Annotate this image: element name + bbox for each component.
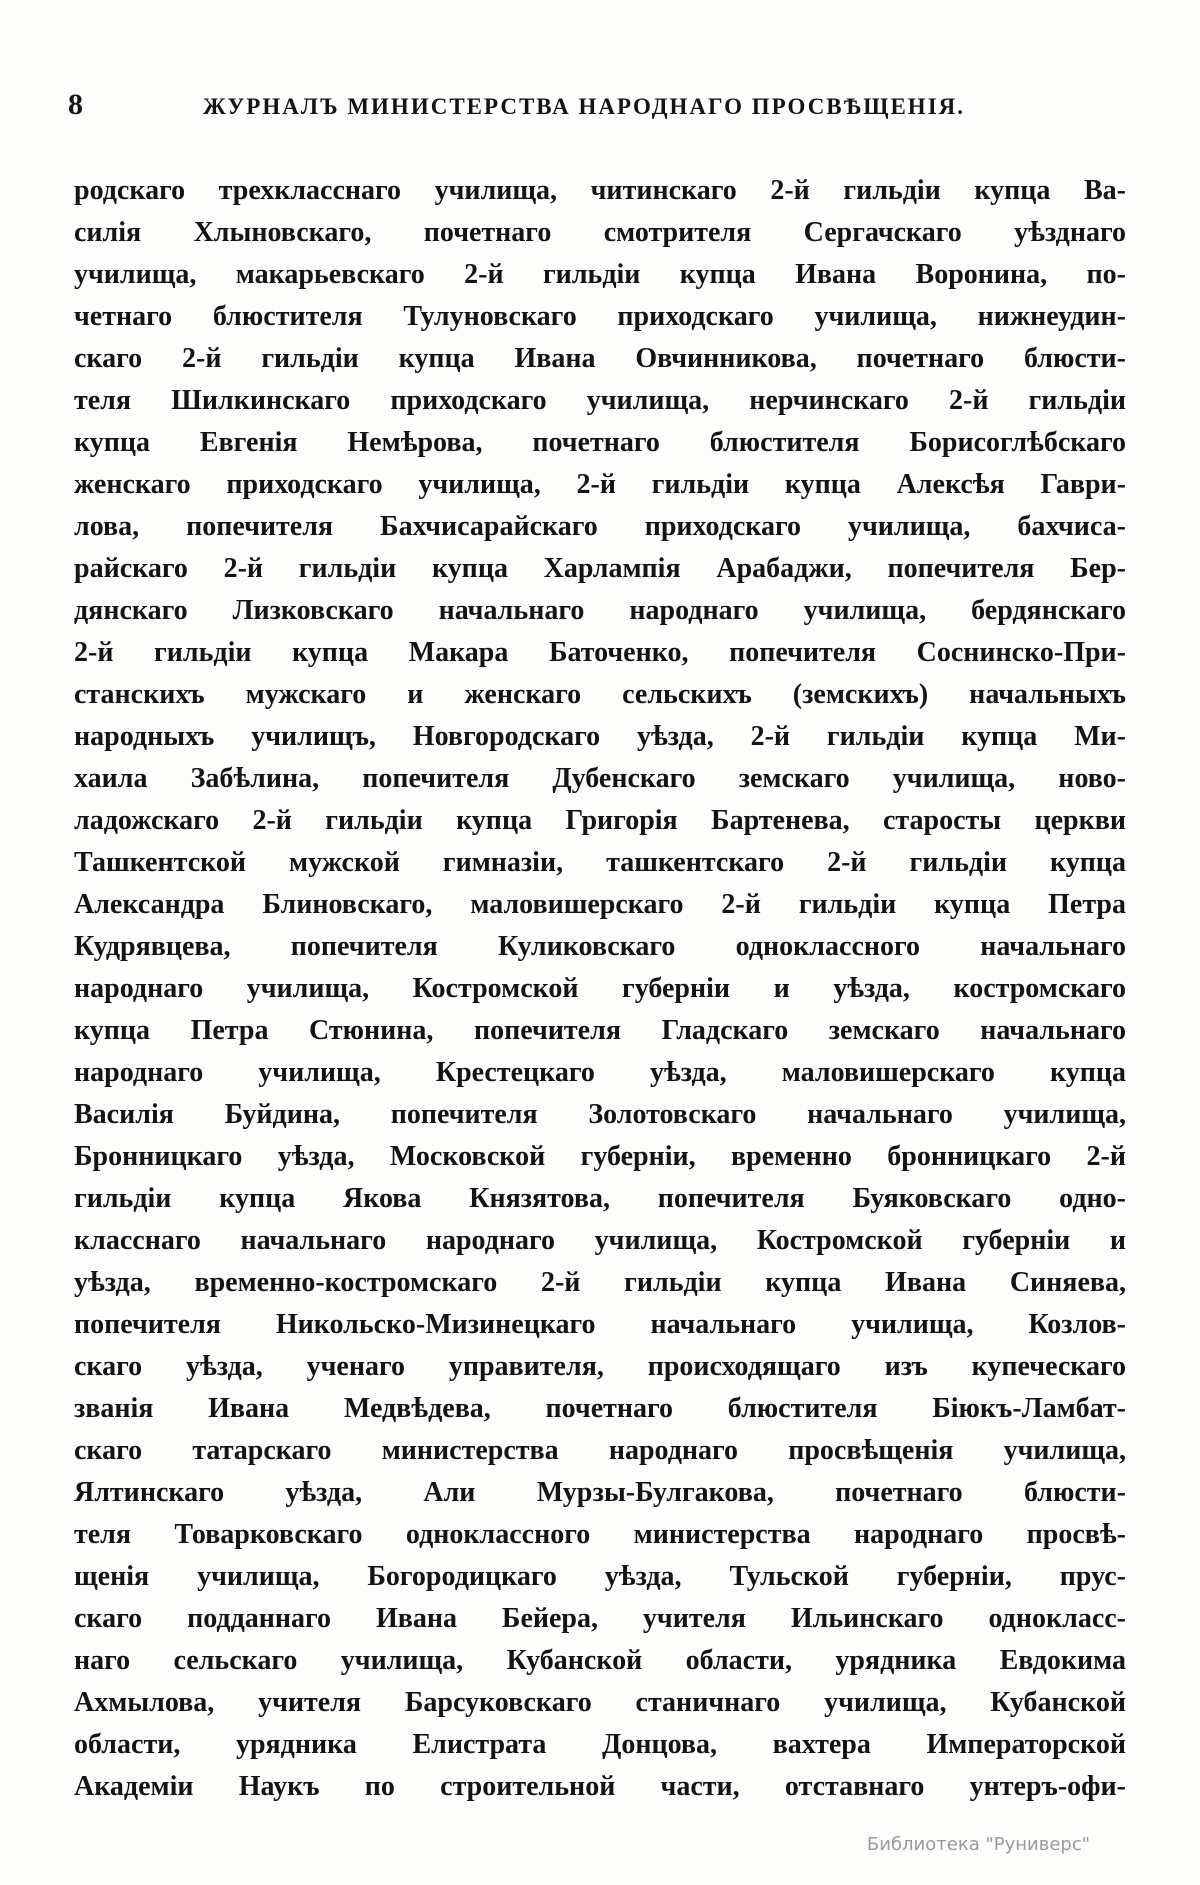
text-line: Александра Блиновскаго, маловишерскаго 2-й гильдіи купца Петра [74, 889, 1126, 920]
text-line: 2-й гильдіи купца Макара Баточенко, попечителя Соснинско-При- [74, 637, 1126, 668]
page-header [68, 88, 1128, 128]
text-line: женскаго приходскаго училища, 2-й гильдіи купца Алексѣя Гаври- [74, 469, 1126, 500]
text-line: скаго татарскаго министерства народнаго просвѣщенія училища, [74, 1435, 1126, 1466]
text-line: уѣзда, временно-костромскаго 2-й гильдіи купца Ивана Синяева, [74, 1267, 1126, 1298]
body-text [74, 170, 1126, 1808]
text-line: купца Петра Стюнина, попечителя Гладскаго земскаго начальнаго [74, 1015, 1126, 1046]
text-line: Академіи Наукъ по строительной части, отставнаго унтеръ-офи- [74, 1771, 1126, 1802]
text-line: попечителя Никольско-Мизинецкаго начальнаго училища, Козлов- [74, 1309, 1126, 1340]
text-line: класснаго начальнаго народнаго училища, Костромской губерніи и [74, 1225, 1126, 1256]
text-line: народнаго училища, Крестецкаго уѣзда, маловишерскаго купца [74, 1057, 1126, 1088]
text-line: лова, попечителя Бахчисарайскаго приходскаго училища, бахчиса- [74, 511, 1126, 542]
text-line: купца Евгенія Немѣрова, почетнаго блюстителя Борисоглѣбскаго [74, 427, 1126, 458]
text-line: теля Товарковскаго одноклассного министерства народнаго просвѣ- [74, 1519, 1126, 1550]
text-line: хаила Забѣлина, попечителя Дубенскаго земскаго училища, ново- [74, 763, 1126, 794]
text-line: щенія училища, Богородицкаго уѣзда, Тульской губерніи, прус- [74, 1561, 1126, 1592]
text-line: училища, макарьевскаго 2-й гильдіи купца Ивана Воронина, по- [74, 259, 1126, 290]
text-line: Василія Буйдина, попечителя Золотовскаго начальнаго училища, [74, 1099, 1126, 1130]
text-line: гильдіи купца Якова Князятова, попечителя Буяковскаго одно- [74, 1183, 1126, 1214]
text-line: теля Шилкинскаго приходскаго училища, нерчинскаго 2-й гильдіи [74, 385, 1126, 416]
running-title: ЖУРНАЛЪ МИНИСТЕРСТВА НАРОДНАГО ПРОСВѢЩЕНІЯ. [203, 94, 966, 119]
library-watermark: Библиотека "Руниверс" [866, 1834, 1090, 1855]
text-line: Ташкентской мужской гимназіи, ташкентскаго 2-й гильдіи купца [74, 847, 1126, 878]
text-line: скаго уѣзда, ученаго управителя, происходящаго изъ купеческаго [74, 1351, 1126, 1382]
text-line: четнаго блюстителя Тулуновскаго приходскаго училища, нижнеудин- [74, 301, 1126, 332]
text-line: скаго 2-й гильдіи купца Ивана Овчинникова, почетнаго блюсти- [74, 343, 1126, 374]
text-line: силія Хлыновскаго, почетнаго смотрителя Сергачскаго уѣзднаго [74, 217, 1126, 248]
text-line: народныхъ училищъ, Новгородскаго уѣзда, 2-й гильдіи купца Ми- [74, 721, 1126, 752]
text-line: области, урядника Елистрата Донцова, вахтера Императорской [74, 1729, 1126, 1760]
text-line: дянскаго Лизковскаго начальнаго народнаго училища, бердянскаго [74, 595, 1126, 626]
text-line: родскаго трехкласснаго училища, читинскаго 2-й гильдіи купца Ва- [74, 175, 1126, 206]
text-line: райскаго 2-й гильдіи купца Харлампія Арабаджи, попечителя Бер- [74, 553, 1126, 584]
text-line: народнаго училища, Костромской губерніи и уѣзда, костромскаго [74, 973, 1126, 1004]
text-line: скаго подданнаго Ивана Бейера, учителя Ильинскаго однокласс- [74, 1603, 1126, 1634]
text-line: званія Ивана Медвѣдева, почетнаго блюстителя Біюкъ-Ламбат- [74, 1393, 1126, 1424]
text-line: станскихъ мужскаго и женскаго сельскихъ (земскихъ) начальныхъ [74, 679, 1126, 710]
text-line: Кудрявцева, попечителя Куликовскаго одноклассного начальнаго [74, 931, 1126, 962]
text-line: Ахмылова, учителя Барсуковскаго станичнаго училища, Кубанской [74, 1687, 1126, 1718]
text-line: Ялтинскаго уѣзда, Али Мурзы-Булгакова, почетнаго блюсти- [74, 1477, 1126, 1508]
page-number: 8 [68, 88, 83, 121]
text-line: ладожскаго 2-й гильдіи купца Григорія Бартенева, старосты церкви [74, 805, 1126, 836]
text-line: Бронницкаго уѣзда, Московской губерніи, временно бронницкаго 2-й [74, 1141, 1126, 1172]
text-line: наго сельскаго училища, Кубанской области, урядника Евдокима [74, 1645, 1126, 1676]
